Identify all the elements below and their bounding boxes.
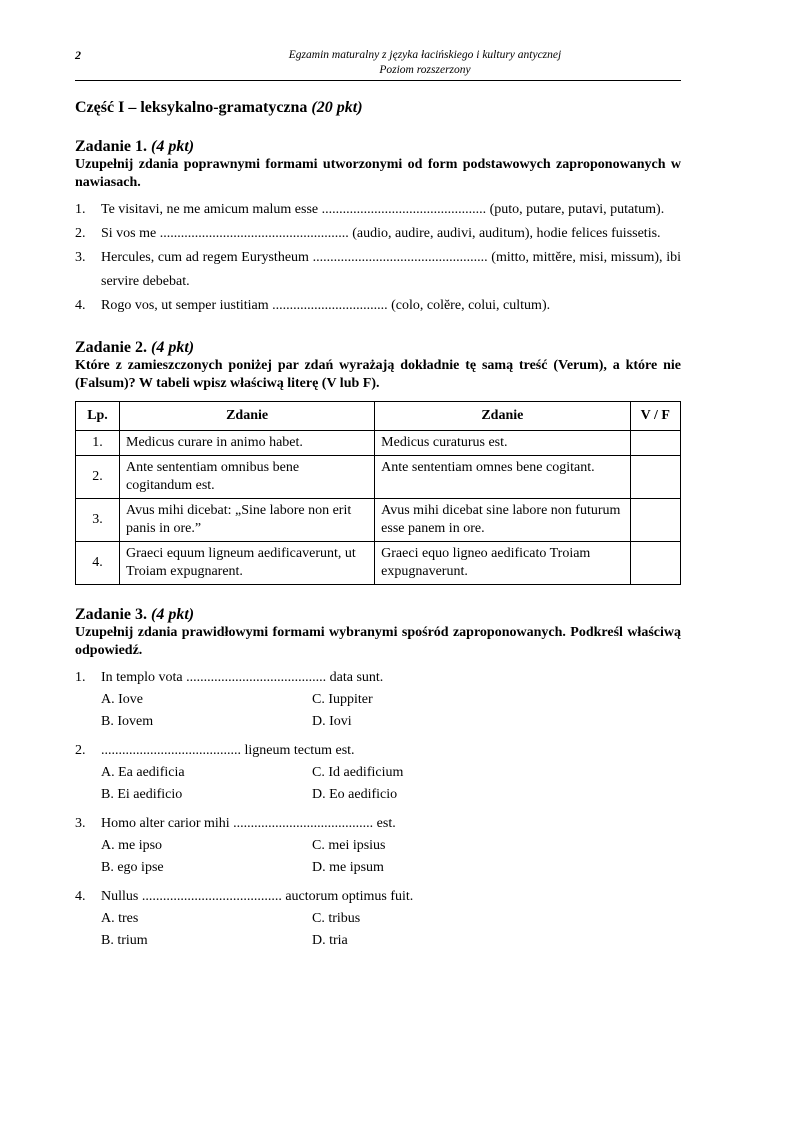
question-number: 4. [75,889,86,904]
table-header-row [76,402,681,431]
verum-falsum-table [75,401,681,585]
question-line [75,667,681,689]
column-header-zdanie-a: Zdanie [120,402,375,431]
sentence-b: Medicus curaturus est. [375,431,630,456]
item-number: 2. [75,226,86,241]
question-1 [75,667,681,733]
option-c[interactable]: C. tribus [312,911,361,926]
task-2-title-text: Zadanie 2. [75,339,148,356]
header-title [75,48,681,78]
task-1-items [75,198,681,318]
table-row [76,542,681,585]
option-b[interactable]: B. Ei aedificio [101,787,183,802]
part-title-text: Część I – leksykalno-gramatyczna [75,99,308,116]
task-3-title-text: Zadanie 3. [75,606,148,623]
question-text: In templo vota ........................................ data sunt. [101,670,384,685]
answer-cell[interactable] [630,499,680,542]
option-c[interactable]: C. Id aedificium [312,765,404,780]
table-row [76,499,681,542]
question-text: ........................................ ligneum tectum est. [101,743,355,758]
option-c[interactable]: C. mei ipsius [312,838,386,853]
list-item [75,222,681,246]
question-number: 3. [75,816,86,831]
task-3-points: (4 pkt) [151,606,195,623]
option-c[interactable]: C. Iuppiter [312,692,373,707]
question-options [75,689,681,733]
question-text: Homo alter carior mihi ........................................ est. [101,816,396,831]
question-line [75,886,681,908]
option-a[interactable]: A. tres [101,911,139,926]
option-b[interactable]: B. trium [101,933,148,948]
column-header-vf: V / F [630,402,680,431]
column-header-zdanie-b: Zdanie [375,402,630,431]
option-b[interactable]: B. ego ipse [101,860,164,875]
list-item [75,246,681,294]
item-text: Rogo vos, ut semper iustitiam ................................. (colo, colĕre, colui, cultum). [101,298,551,313]
question-3 [75,813,681,879]
row-number: 4. [76,542,120,585]
task-3-title [75,605,681,624]
task-1-instruction: Uzupełnij zdania poprawnymi formami utworzonymi od form podstawowych zaproponowanych w nawiasach. [75,157,681,190]
row-number: 1. [76,431,120,456]
part-points: (20 pkt) [311,99,363,116]
task-2-points: (4 pkt) [151,339,195,356]
option-a[interactable]: A. Iove [101,692,143,707]
sentence-b: Ante sententiam omnes bene cogitant. [375,456,630,499]
table-row [76,456,681,499]
option-a[interactable]: A. Ea aedificia [101,765,185,780]
question-4 [75,886,681,952]
sentence-a: Medicus curare in animo habet. [120,431,375,456]
row-number: 3. [76,499,120,542]
question-options [75,835,681,879]
question-options [75,908,681,952]
list-item [75,294,681,318]
item-text: Te visitavi, ne me amicum malum esse ............................................... (puto, putare, putavi, putatum). [101,202,665,217]
item-number: 4. [75,298,86,313]
header-line-2: Poziom rozszerzony [379,64,471,76]
item-text: Hercules, cum ad regem Eurystheum .................................................. (mitto, mittĕre, misi, missum), ibi servire debebat. [101,250,681,289]
sentence-b: Avus mihi dicebat sine labore non futurum esse panem in ore. [375,499,630,542]
task-1 [75,137,681,318]
option-d[interactable]: D. me ipsum [312,860,384,875]
sentence-b: Graeci equo ligneo aedificato Troiam expugnaverunt. [375,542,630,585]
question-line [75,813,681,835]
question-line [75,740,681,762]
header-line-1: Egzamin maturalny z języka łacińskiego i kultury antycznej [288,49,562,61]
answer-cell[interactable] [630,456,680,499]
question-2 [75,740,681,806]
task-3 [75,605,681,952]
question-options [75,762,681,806]
answer-cell[interactable] [630,542,680,585]
sentence-a: Ante sententiam omnibus bene cogitandum est. [120,456,375,499]
task-1-title [75,137,681,156]
list-item [75,198,681,222]
question-number: 1. [75,670,86,685]
answer-cell[interactable] [630,431,680,456]
table-row [76,431,681,456]
page-header [75,44,681,81]
option-b[interactable]: B. Iovem [101,714,154,729]
task-2-title [75,338,681,357]
option-d[interactable]: D. Iovi [312,714,352,729]
column-header-lp: Lp. [76,402,120,431]
option-a[interactable]: A. me ipso [101,838,163,853]
question-text: Nullus ........................................ auctorum optimus fuit. [101,889,414,904]
task-3-instruction: Uzupełnij zdania prawidłowymi formami wybranymi spośród zaproponowanych. Podkreśl właściwą odpowiedź. [75,625,681,658]
exam-page [75,44,681,952]
item-number: 1. [75,202,86,217]
option-d[interactable]: D. Eo aedificio [312,787,398,802]
task-2-instruction: Które z zamieszczonych poniżej par zdań wyrażają dokładnie tę samą treść (Verum), a które nie (Falsum)? W tabeli wpisz właściwą literę (V lub F). [75,358,681,391]
task-2 [75,338,681,585]
option-d[interactable]: D. tria [312,933,348,948]
part-title [75,99,681,117]
question-number: 2. [75,743,86,758]
page-number: 2 [75,48,81,62]
task-1-points: (4 pkt) [151,138,195,155]
item-text: Si vos me ...................................................... (audio, audire, audivi, auditum), hodie felices fuissetis. [101,226,661,241]
sentence-a: Avus mihi dicebat: „Sine labore non erit panis in ore.” [120,499,375,542]
sentence-a: Graeci equum ligneum aedificaverunt, ut Troiam expugnarent. [120,542,375,585]
task-1-title-text: Zadanie 1. [75,138,148,155]
row-number: 2. [76,456,120,499]
item-number: 3. [75,250,86,265]
